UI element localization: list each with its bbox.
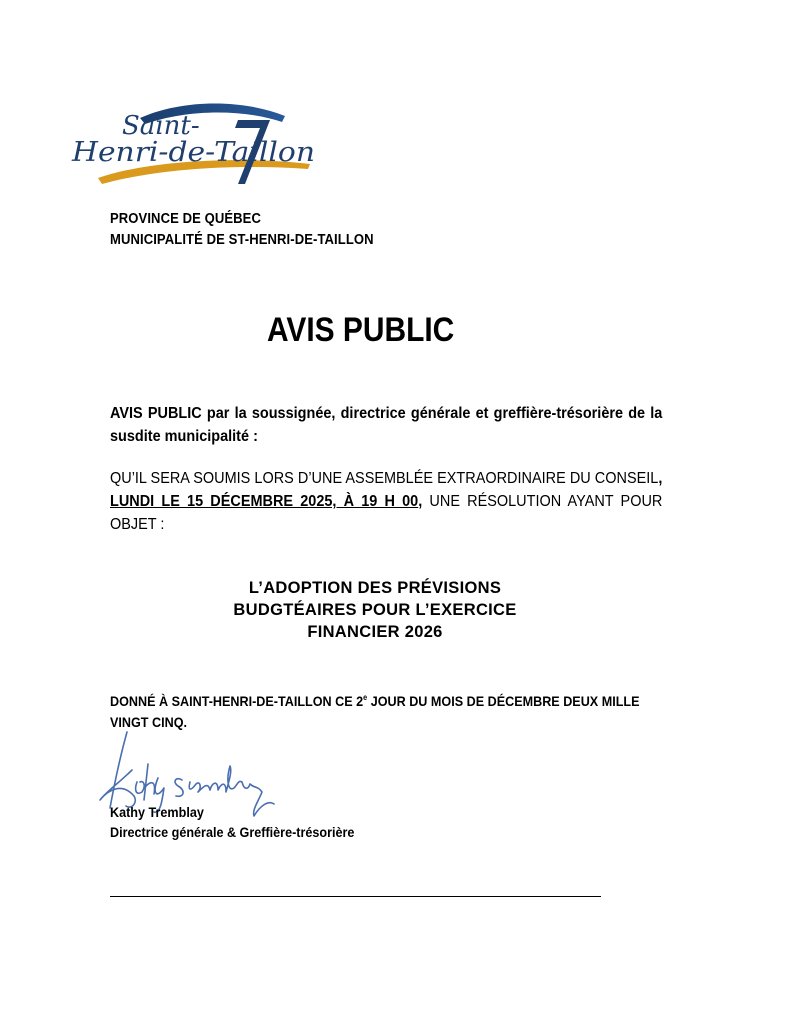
resolution-subject <box>200 577 550 643</box>
subject-line-2: BUDGTÉAIRES POUR L’EXERCICE <box>233 601 517 619</box>
intro-text: par la soussignée, directrice générale et greffière-trésorière de la susdite municipalité : <box>110 405 663 445</box>
given-ordinal: e <box>363 693 368 702</box>
page-title: AVIS PUBLIC <box>267 311 455 349</box>
notice-paragraph <box>110 467 662 536</box>
given-part1: DONNÉ À SAINT-HENRI-DE-TAILLON CE 2 <box>110 693 364 709</box>
municipality-heading: MUNICIPALITÉ DE ST-HENRI-DE-TAILLON <box>110 232 374 248</box>
signer-name: Kathy Tremblay <box>110 804 204 820</box>
logo-line2: Henri-de-Taillon <box>70 137 315 168</box>
municipality-logo <box>70 98 325 193</box>
logo-line1: Saint- <box>122 111 200 141</box>
given-part2: JOUR DU MOIS DE DÉCEMBRE DEUX MILLE VINGT CINQ. <box>110 693 640 730</box>
subject-line-3: FINANCIER 2026 <box>307 623 443 641</box>
given-at-statement <box>110 687 653 733</box>
intro-paragraph <box>110 402 662 448</box>
subject-line-1: L’ADOPTION DES PRÉVISIONS <box>248 579 502 597</box>
notice-part1: QU’IL SERA SOUMIS LORS D’UNE ASSEMBLÉE EXTRAORDINAIRE DU CONSEIL <box>110 470 659 487</box>
separator-line <box>110 896 601 897</box>
notice-comma2: , <box>418 493 423 510</box>
signer-title: Directrice générale & Greffière-trésorière <box>110 824 355 840</box>
intro-lead: AVIS PUBLIC <box>110 405 202 422</box>
notice-part2: UNE RÉSOLUTION AYANT POUR OBJET : <box>110 493 663 533</box>
notice-comma: , <box>658 470 663 487</box>
province-heading: PROVINCE DE QUÉBEC <box>110 211 262 227</box>
meeting-date: LUNDI LE 15 DÉCEMBRE 2025, À 19 H 00 <box>110 493 419 510</box>
